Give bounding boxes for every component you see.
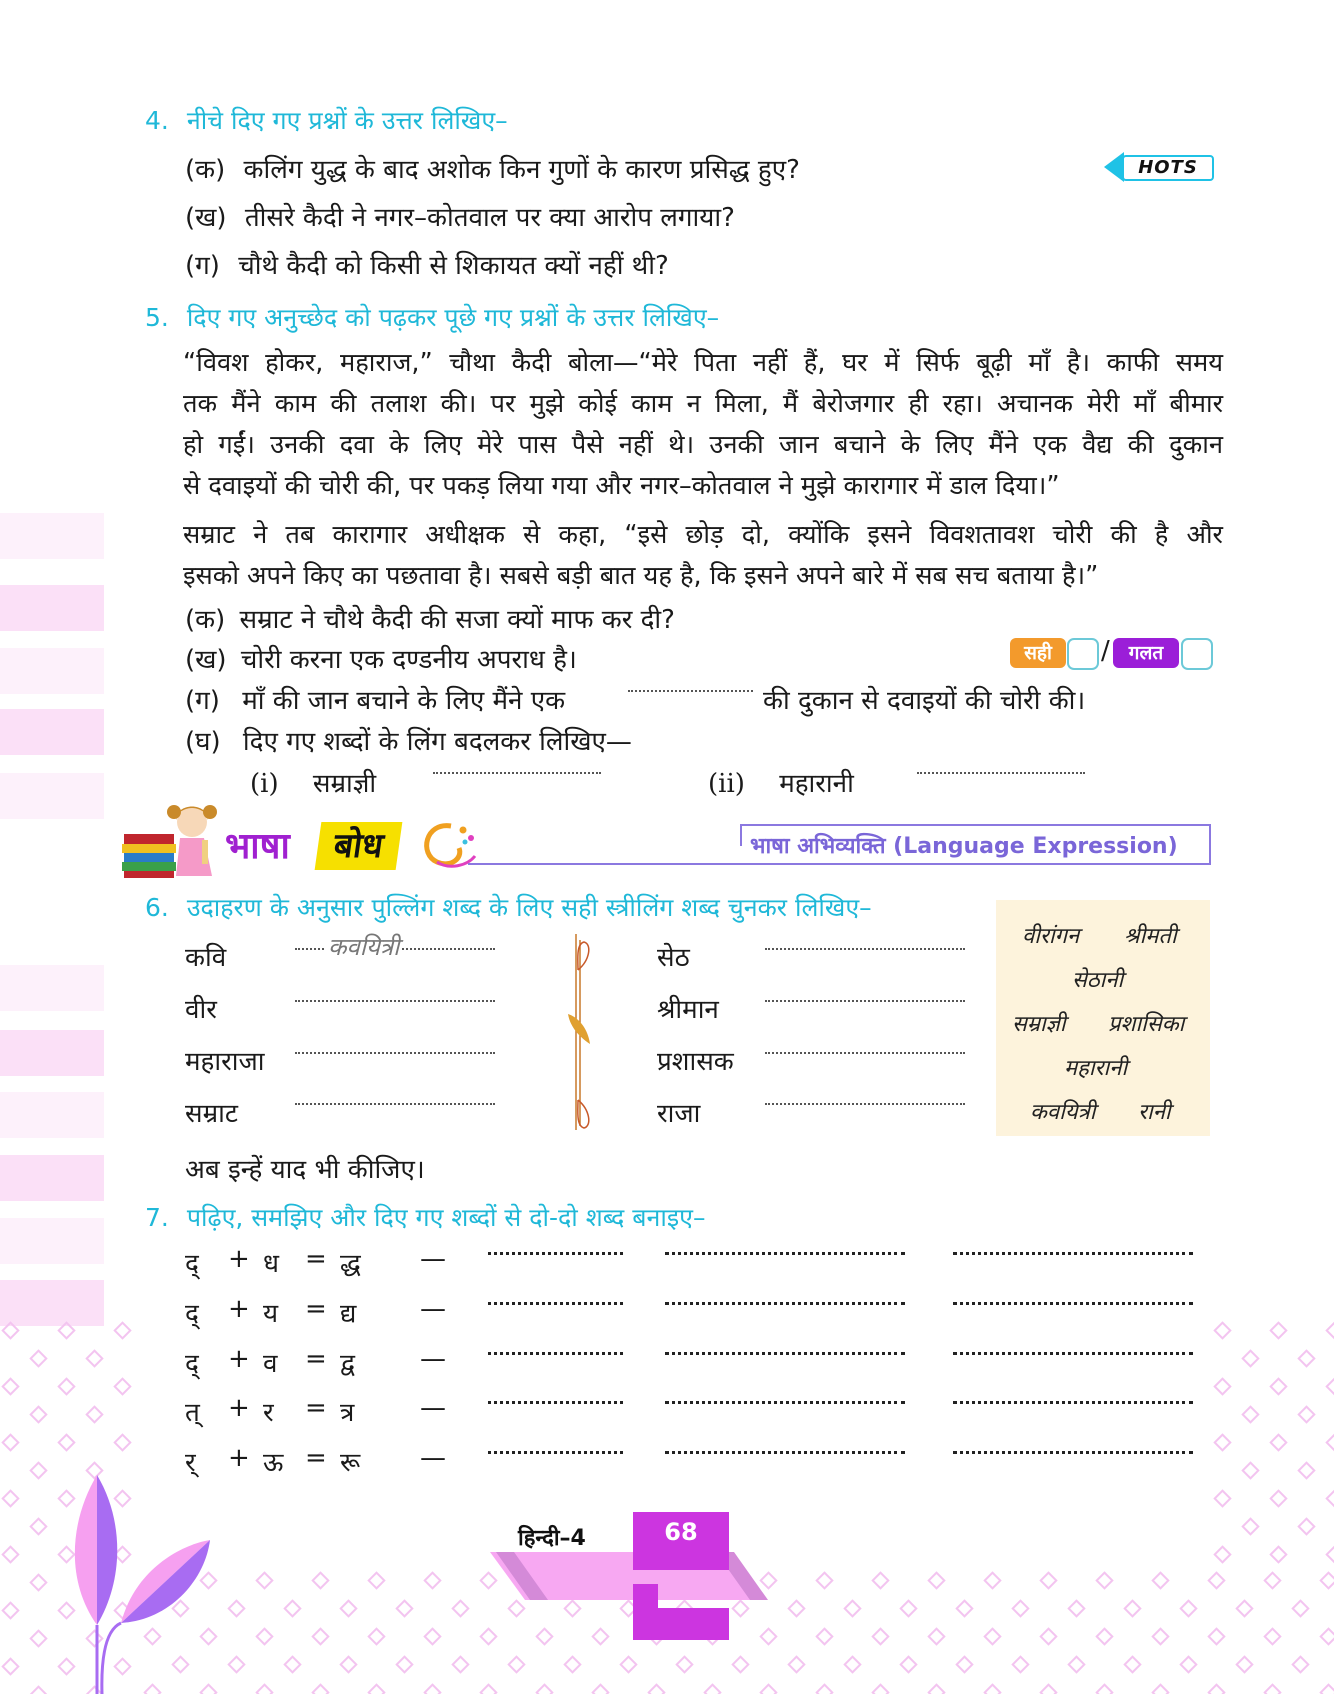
diamond-icon [311,1683,329,1694]
q5-heading-text: दिए गए अनुच्छेद को पढ़कर पूछे गए प्रश्नों के उत्तर लिखिए– [186,303,720,332]
diamond-icon [759,1683,777,1694]
masculine-word: श्रीमान [657,995,719,1025]
word-bank-item: महारानी [1064,1056,1128,1081]
diamond-icon [1011,1599,1029,1617]
true-checkbox[interactable] [1067,638,1099,670]
diamond-icon [367,1683,385,1694]
diamond-icon [255,1571,273,1589]
conjunct-result: द्य [340,1299,357,1329]
word-bank-item: प्रशासिका [1108,1012,1185,1037]
answer-blank[interactable] [488,1252,623,1255]
diamond-icon [1241,1461,1259,1479]
diamond-icon [619,1655,637,1673]
item-text: की दुकान से दवाइयों की चोरी की। [763,686,1086,716]
diamond-icon [983,1683,1001,1694]
q5-item [185,681,565,717]
answer-blank[interactable] [488,1401,623,1404]
diamond-icon [311,1571,329,1589]
diamond-icon [1241,1517,1259,1535]
diamond-icon [1039,1627,1057,1645]
decor-stripe [0,965,104,1011]
fill-blank[interactable] [628,690,753,692]
diamond-icon [843,1655,861,1673]
diamond-icon [1241,1349,1259,1367]
masculine-word: प्रशासक [657,1047,734,1077]
diamond-icon [423,1683,441,1694]
equals-sign: = [305,1294,327,1324]
item-text: चौथे कैदी को किसी से शिकायत क्यों नहीं थी? [238,251,669,281]
passage-line: तक मैंने काम की तलाश की। पर मुझे कोई काम न मिला, मैं बेरोजगार ही रहा। अचानक मेरी माँ बीमार [183,389,1223,419]
diamond-icon [451,1599,469,1617]
conjunct-part-b: ध [263,1249,279,1279]
answer-blank[interactable] [953,1401,1193,1404]
diamond-icon [1207,1627,1225,1645]
decor-stripe [0,513,104,559]
equals-sign: = [305,1443,327,1473]
word-bank [996,900,1210,1136]
diamond-icon [1,1545,19,1563]
plus-sign: + [228,1244,250,1274]
q4-item [185,246,669,282]
diamond-icon [647,1683,665,1694]
masculine-word: वीर [185,995,217,1025]
diamond-icon [57,1321,75,1339]
diamond-icon [1269,1377,1287,1395]
diamond-icon [899,1655,917,1673]
diamond-icon [1269,1321,1287,1339]
answer-blank[interactable] [665,1451,905,1454]
banner-box-left [740,824,742,846]
decor-stripe [0,585,104,631]
diamond-icon [1151,1571,1169,1589]
diamond-icon [1235,1599,1253,1617]
q5-heading [145,300,719,334]
masculine-word: कवि [185,943,227,973]
answer-blank[interactable] [433,772,601,774]
passage-line: सम्राट ने तब कारागार अधीक्षक से कहा, “इसे छोड़ दो, क्योंकि इसने विवशतावश चोरी की है और [183,520,1223,550]
diamond-icon [1,1433,19,1451]
answer-blank[interactable] [765,1103,965,1105]
dash: — [420,1443,446,1473]
word-bank-item: श्रीमती [1124,924,1177,949]
diamond-icon [1179,1599,1197,1617]
diamond-icon [983,1571,1001,1589]
answer-blank[interactable] [295,1103,495,1105]
diamond-icon [1263,1683,1281,1694]
conjunct-part-a: द् [185,1349,199,1379]
conjunct-part-a: द् [185,1299,199,1329]
diamond-icon [283,1655,301,1673]
item-text: कलिंग युद्ध के बाद अशोक किन गुणों के कारण प्रसिद्ध हुए? [243,155,800,185]
q6-heading-text: उदाहरण के अनुसार पुल्लिंग शब्द के लिए सही स्त्रीलिंग शब्द चुनकर लिखिए– [186,893,872,922]
word-bank-item: सम्राज्ञी [1012,1012,1066,1037]
conjunct-part-b: ऊ [263,1448,284,1478]
leaf-decoration-icon [60,1460,240,1694]
conjunct-part-b: य [263,1299,279,1329]
banner-bodh: बोध [315,822,403,870]
diamond-icon [1291,1655,1309,1673]
answer-blank[interactable] [665,1352,905,1355]
passage-line: “विवश होकर, महाराज,” चौथा कैदी बोला—“मेरे पिता नहीं हैं, घर में सिर्फ बूढ़ी माँ है। काफी समय [183,348,1223,378]
diamond-icon [815,1571,833,1589]
diamond-icon [1269,1489,1287,1507]
diamond-icon [1319,1571,1334,1589]
answer-blank[interactable] [488,1352,623,1355]
diamond-icon [1297,1405,1315,1423]
diamond-icon [1213,1545,1231,1563]
dash: — [420,1244,446,1274]
diamond-icon [563,1655,581,1673]
diamond-icon [983,1627,1001,1645]
word-bank-item: सेठानी [1072,968,1124,993]
answer-blank[interactable] [765,1052,965,1054]
diamond-icon [1269,1545,1287,1563]
conjunct-part-b: व [263,1349,278,1379]
answer-blank[interactable] [665,1401,905,1404]
q4-number: 4. [145,106,169,135]
hots-label: HOTS [1122,155,1214,181]
diamond-icon [1235,1655,1253,1673]
q7-number: 7. [145,1203,169,1232]
separator: / [1101,636,1110,666]
diamond-icon [731,1655,749,1673]
gender-word-2 [708,764,854,800]
diamond-icon [675,1655,693,1673]
diamond-icon [1179,1655,1197,1673]
conjunct-result: द्व [340,1349,355,1379]
diamond-icon [311,1627,329,1645]
diamond-icon [1123,1655,1141,1673]
diamond-icon [1,1377,19,1395]
q5-number: 5. [145,303,169,332]
diamond-icon [57,1377,75,1395]
false-checkbox[interactable] [1181,638,1213,670]
decor-stripe [0,709,104,755]
diamond-icon [113,1377,131,1395]
diamond-icon [871,1571,889,1589]
diamond-icon [1,1489,19,1507]
true-badge: सही [1010,638,1066,668]
diamond-icon [339,1655,357,1673]
diamond-icon [1263,1627,1281,1645]
diamond-icon [955,1599,973,1617]
diamond-icon [113,1321,131,1339]
diamond-icon [423,1571,441,1589]
item-label: (ग) [185,686,220,716]
diamond-icon [1213,1321,1231,1339]
diamond-icon [1039,1683,1057,1694]
q7-heading-text: पढ़िए, समझिए और दिए गए शब्दों से दो-दो शब्द बनाइए– [186,1203,706,1232]
diamond-icon [29,1461,47,1479]
item-label: (घ) [185,727,221,757]
diamond-icon [1297,1517,1315,1535]
item-label: (ग) [185,251,220,281]
q4-item [185,198,735,234]
item-text: तीसरे कैदी ने नगर–कोतवाल पर क्या आरोप लगाया? [244,203,735,233]
page-number: 68 [664,1518,698,1546]
diamond-icon [703,1683,721,1694]
diamond-icon [1325,1321,1334,1339]
diamond-icon [1241,1405,1259,1423]
diamond-icon [1297,1349,1315,1367]
q5-item [185,600,675,636]
diamond-icon [1325,1545,1334,1563]
banner-box-top [740,824,1211,826]
banner-bhasha: भाषा [225,826,290,867]
q7-heading [145,1200,706,1234]
decor-stripe [0,1218,104,1264]
girl-with-books-illustration-icon [120,800,230,880]
q6-number: 6. [145,893,169,922]
word-bank-item: कवयित्री [1030,1100,1096,1125]
diamond-icon [815,1683,833,1694]
answer-blank[interactable] [953,1302,1193,1305]
diamond-icon [113,1433,131,1451]
diamond-icon [339,1599,357,1617]
diamond-icon [1297,1461,1315,1479]
masculine-word: सेठ [657,943,690,973]
equals-sign: = [305,1244,327,1274]
conjunct-result: त्र [340,1398,355,1428]
diamond-icon [29,1405,47,1423]
swirl-decoration-icon [415,818,485,874]
diamond-icon [479,1683,497,1694]
item-label: (ख) [185,645,227,675]
item-text: सम्राट ने चौथे कैदी की सजा क्यों माफ कर दी? [239,605,675,635]
conjunct-part-a: त् [185,1398,200,1428]
diamond-icon [1207,1683,1225,1694]
decor-stripe [0,1030,104,1076]
diamond-icon [451,1655,469,1673]
dash: — [420,1344,446,1374]
conjunct-part-a: र् [185,1448,196,1478]
diamond-icon [367,1627,385,1645]
diamond-icon [85,1349,103,1367]
decor-stripe [0,773,104,819]
diamond-icon [1213,1433,1231,1451]
hots-badge [1104,152,1214,182]
answer-blank[interactable] [765,1000,965,1002]
diamond-icon [423,1627,441,1645]
diamond-icon [1319,1627,1334,1645]
q5-item [185,722,632,758]
diamond-icon [85,1405,103,1423]
diamond-icon [871,1627,889,1645]
diamond-icon [29,1517,47,1535]
decor-stripe [0,1155,104,1201]
q6-heading [145,890,872,924]
conjunct-result: रू [340,1448,361,1478]
item-text: माँ की जान बचाने के लिए मैंने एक [242,686,566,716]
q4-item [185,150,800,186]
passage-line: इसको अपने किए का पछतावा है। सबसे बड़ी बात यह है, कि इसने अपने बारे में सब सच बताया है।” [183,561,1099,591]
answer-blank[interactable] [917,772,1085,774]
answer-blank[interactable] [953,1352,1193,1355]
diamond-icon [29,1685,47,1694]
item-label: (ii) [708,769,745,799]
answer-blank[interactable] [488,1451,623,1454]
diamond-icon [255,1683,273,1694]
diamond-icon [1213,1489,1231,1507]
diamond-icon [927,1571,945,1589]
plus-sign: + [228,1294,250,1324]
item-label: (क) [185,605,226,635]
answer-blank[interactable] [488,1302,623,1305]
answer-blank[interactable] [765,948,965,950]
passage-line: से दवाइयों की चोरी की, पर पकड़ लिया गया और नगर–कोतवाल ने मुझे कारागार में डाल दिया।” [183,471,1060,501]
word-bank-item: रानी [1138,1100,1171,1125]
diamond-icon [815,1627,833,1645]
dash: — [420,1393,446,1423]
diamond-icon [871,1683,889,1694]
diamond-icon [1269,1433,1287,1451]
diamond-icon [57,1433,75,1451]
diamond-icon [395,1655,413,1673]
decor-stripe [0,1092,104,1138]
diamond-icon [1325,1489,1334,1507]
dash: — [420,1294,446,1324]
conjunct-result: द्ध [340,1249,361,1279]
diamond-icon [787,1599,805,1617]
diamond-icon [29,1573,47,1591]
diamond-icon [1151,1683,1169,1694]
q4-heading-text: नीचे दिए गए प्रश्नों के उत्तर लिखिए– [186,106,508,135]
diamond-icon [395,1599,413,1617]
diamond-pattern [1210,1320,1334,1570]
diamond-icon [367,1571,385,1589]
banner-underline [468,863,1211,865]
equals-sign: = [305,1344,327,1374]
diamond-icon [1067,1655,1085,1673]
diamond-icon [1319,1683,1334,1694]
diamond-icon [1,1657,19,1675]
item-label: (ख) [185,203,227,233]
item-word: सम्राज्ञी [312,769,377,799]
diamond-icon [1,1321,19,1339]
diamond-icon [1095,1683,1113,1694]
diamond-icon [927,1627,945,1645]
item-label: (i) [250,769,279,799]
diamond-icon [1263,1571,1281,1589]
diamond-icon [1291,1599,1309,1617]
masculine-word: सम्राट [185,1099,238,1129]
diamond-icon [843,1599,861,1617]
diamond-icon [1011,1655,1029,1673]
answer-blank[interactable] [295,1000,495,1002]
feather-divider-icon [560,930,596,1136]
diamond-icon [1123,1599,1141,1617]
conjunct-part-b: र [263,1398,274,1428]
diamond-icon [1095,1627,1113,1645]
q5-passage-2 [183,515,1223,597]
answer-blank[interactable] [665,1252,905,1255]
arrow-left-icon [1104,152,1124,182]
masculine-word: महाराजा [185,1047,265,1077]
diamond-icon [787,1655,805,1673]
passage-line: हो गईं। उनकी दवा के लिए मेरे पास पैसे नहीं थे। उनकी जान बचाने के लिए मैंने एक वैद्य की दुकान [183,430,1223,460]
item-label: (क) [185,155,226,185]
false-badge: गलत [1113,638,1179,668]
diamond-icon [591,1683,609,1694]
item-word: महारानी [779,769,854,799]
diamond-icon [1207,1571,1225,1589]
banner-subtitle: भाषा अभिव्यक्ति (Language Expression) [750,834,1178,859]
q4-heading [145,103,508,137]
q5-passage-1 [183,343,1223,507]
diamond-icon [1325,1377,1334,1395]
footer-book-title: हिन्दी–4 [518,1526,586,1551]
diamond-icon [1,1601,19,1619]
conjunct-part-a: द् [185,1249,199,1279]
remember-note: अब इन्हें याद भी कीजिए। [185,1155,425,1185]
diamond-icon [283,1599,301,1617]
plus-sign: + [228,1393,250,1423]
diamond-icon [899,1599,917,1617]
diamond-icon [255,1627,273,1645]
plus-sign: + [228,1443,250,1473]
banner-box-right [1209,824,1211,865]
item-text: चोरी करना एक दण्डनीय अपराध है। [240,645,577,675]
answer-blank[interactable] [665,1302,905,1305]
diamond-icon [29,1629,47,1647]
diamond-icon [1095,1571,1113,1589]
diamond-icon [29,1349,47,1367]
q5-item [185,640,577,676]
answer-blank[interactable] [295,1052,495,1054]
equals-sign: = [305,1393,327,1423]
diamond-icon [1213,1377,1231,1395]
diamond-icon [1067,1599,1085,1617]
diamond-icon [1039,1571,1057,1589]
answer-blank[interactable] [953,1451,1193,1454]
masculine-word: राजा [657,1099,701,1129]
diamond-icon [927,1683,945,1694]
word-bank-item: वीरांगन [1022,924,1080,949]
diamond-icon [507,1655,525,1673]
gender-word-1 [250,764,376,800]
diamond-icon [1325,1433,1334,1451]
answer-blank[interactable] [953,1252,1193,1255]
diamond-icon [1151,1627,1169,1645]
plus-sign: + [228,1344,250,1374]
decor-stripe [0,648,104,694]
item-text: दिए गए शब्दों के लिंग बदलकर लिखिए— [242,727,632,757]
diamond-icon [535,1683,553,1694]
example-answer: कवयित्री [325,930,402,963]
diamond-icon [955,1655,973,1673]
